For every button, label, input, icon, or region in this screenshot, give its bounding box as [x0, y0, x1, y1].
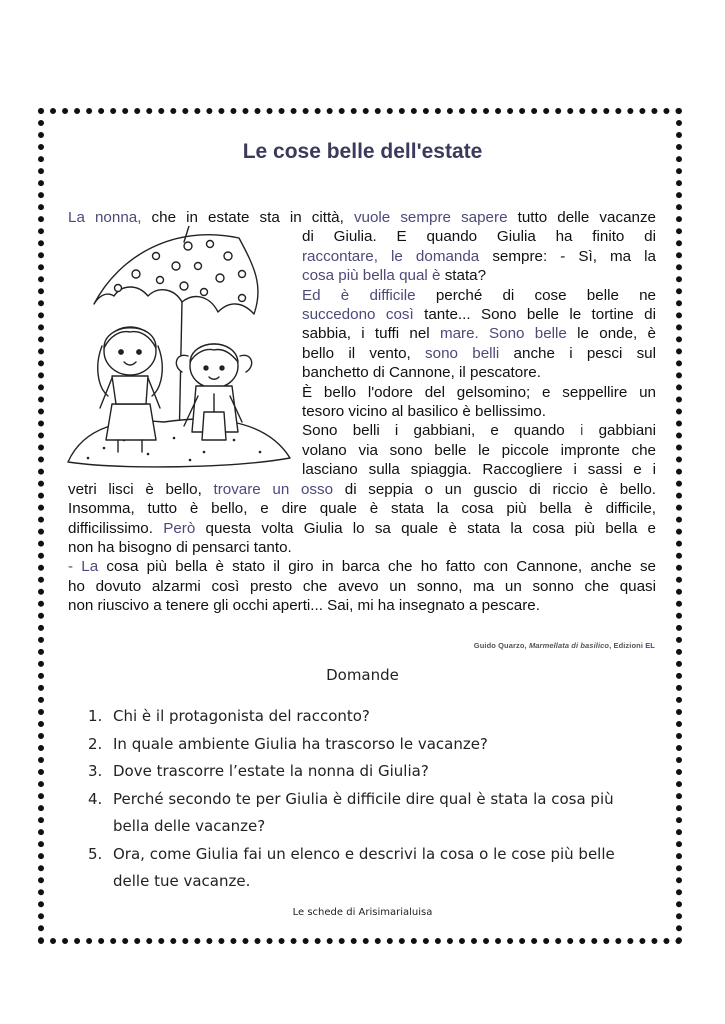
highlighted-text: - La: [68, 558, 99, 576]
story-text-segment: Insomma, tutto è bello, e dire quale è stata la cosa più bella è difficile,: [68, 500, 656, 518]
highlighted-text: raccontare, le domanda: [302, 247, 480, 265]
story-line: [68, 208, 656, 227]
highlighted-text: La nonna,: [68, 209, 142, 226]
story-line: [302, 383, 656, 402]
story-line: [302, 441, 656, 460]
highlighted-text: cosa più bella qual è: [302, 267, 441, 285]
highlighted-text: sono belli: [425, 344, 500, 362]
story-line: [68, 538, 656, 557]
story-text-segment: lasciano sulla spiaggia. Raccogliere i sassi e i: [302, 461, 656, 479]
question-number: 5.: [88, 844, 103, 863]
story-line: [302, 227, 656, 246]
story-text-segment: stata?: [440, 267, 487, 285]
highlighted-text: Ed è difficile: [302, 286, 416, 304]
question-text: Perché secondo te per Giulia è difficile dire qual è stata la cosa più bella delle vacanze?: [113, 789, 614, 835]
question-item: [88, 786, 648, 841]
story-text-segment: le onde, è: [566, 325, 656, 343]
story-line: [302, 421, 656, 440]
questions-title: Domande: [326, 666, 399, 684]
story-line: [302, 363, 656, 382]
question-number: 1.: [88, 707, 103, 725]
story-text-segment: volano via sono belle le piccole impronte che: [302, 441, 656, 459]
credit-publisher: EL: [645, 641, 655, 650]
story-line: [68, 596, 656, 615]
highlighted-text: vuole sempre sapere: [353, 209, 508, 226]
story-line: [68, 519, 656, 538]
story-text-segment: di Giulia. E quando Giulia ha finito di: [302, 228, 656, 246]
story-line: [68, 480, 656, 499]
story-text-segment: questa volta Giulia lo sa quale è stata la cosa più bella e: [195, 519, 656, 537]
story-text-segment: bello il vento,: [302, 344, 426, 362]
story-text-segment: tutto delle vacanze: [507, 209, 656, 226]
question-item: [88, 703, 648, 731]
story-line: [302, 460, 656, 479]
question-text: Ora, come Giulia fai un elenco e descrivi la cosa o le cose più belle delle tue vacanze.: [113, 844, 615, 890]
question-number: 2.: [88, 734, 103, 753]
question-number: 3.: [88, 762, 103, 780]
question-text: Chi è il protagonista del racconto?: [113, 707, 370, 725]
question-item: [88, 758, 648, 786]
story-text-segment: che in estate sta in città,: [141, 209, 354, 226]
credit-separator: , Edizioni: [609, 641, 646, 650]
children-under-umbrella-icon: [64, 226, 296, 470]
credit-author: Guido Quarzo,: [473, 641, 529, 650]
story-text-segment: sabbia, i tuffi nel: [302, 325, 440, 343]
highlighted-text: mare. Sono belle: [439, 325, 567, 343]
story-line: [302, 402, 656, 421]
story-text-segment: non ha bisogno di pensarci tanto.: [68, 538, 292, 556]
questions-list: [88, 703, 648, 896]
story-text-segment: ho dovuto alzarmi così presto che avevo un sonno, ma un sonno che quasi: [68, 577, 656, 595]
story-line: [302, 344, 656, 363]
question-text: In quale ambiente Giulia ha trascorso le vacanze?: [113, 734, 488, 753]
question-text: Dove trascorre l’estate la nonna di Giulia?: [113, 762, 429, 780]
question-item: [88, 731, 648, 759]
story-text-segment: gabbiani: [583, 422, 656, 440]
story-text-segment: sempre: - Sì, ma la: [479, 247, 656, 265]
story-text-segment: È bello l'odore del gelsomino; e seppellire un: [302, 383, 656, 401]
story-line: [68, 499, 656, 518]
highlighted-text: i: [579, 422, 584, 440]
source-credit: [474, 641, 655, 650]
story-text-segment: tante... Sono belle le tortine di: [413, 306, 656, 324]
story-text-segment: cosa più bella è stato il giro in barca che ho fatto con Cannone, anche se: [98, 558, 656, 576]
story-text-segment: vetri lisci è bello,: [68, 480, 214, 498]
story-text-segment: banchetto di Cannone, il pescatore.: [302, 364, 541, 382]
story-text-segment: anche i pesci sul: [499, 344, 657, 362]
story-line: [68, 557, 656, 576]
story-line: [302, 286, 656, 305]
highlighted-text: trovare un osso: [213, 480, 334, 498]
story-text-segment: Sono belli i gabbiani, e quando: [302, 422, 580, 440]
story-text-segment: perché di cose belle ne: [415, 286, 656, 304]
story-line: [302, 305, 656, 324]
question-item: [88, 841, 648, 896]
highlighted-text: Però: [163, 519, 196, 537]
question-number: 4.: [88, 789, 103, 808]
story-line: [302, 266, 656, 285]
footer-signature: Le schede di Arisimarialuisa: [292, 907, 433, 918]
credit-book: Marmellata di basilico: [528, 641, 610, 650]
page-title: Le cose belle dell'estate: [242, 140, 483, 163]
story-text-segment: difficilissimo.: [68, 519, 164, 537]
story-text-segment: tesoro vicino al basilico è bellissimo.: [302, 403, 546, 421]
highlighted-text: succedono così: [302, 306, 414, 324]
story-text-segment: di seppia o un guscio di riccio è bello.: [333, 480, 657, 498]
story-text-segment: non riuscivo a tenere gli occhi aperti... Sai, mi ha insegnato a pescare.: [68, 597, 540, 615]
story-line: [302, 324, 656, 343]
story-line: [302, 247, 656, 266]
story-line: [68, 577, 656, 596]
